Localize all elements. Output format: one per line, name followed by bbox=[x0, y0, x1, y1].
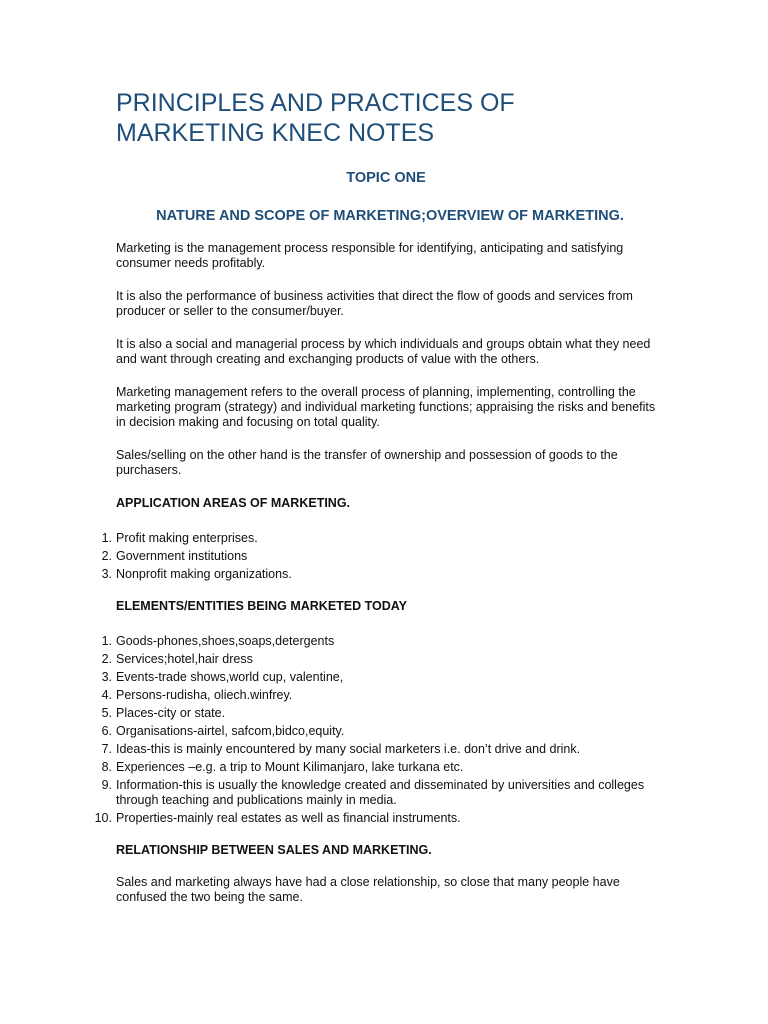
application-areas-list bbox=[101, 531, 656, 582]
list-item-text: Ideas-this is mainly encountered by many social marketers i.e. don’t drive and drink. bbox=[116, 742, 581, 756]
list-number: 4. bbox=[101, 688, 112, 702]
list-item-text: Persons-rudisha, oliech.winfrey. bbox=[116, 688, 293, 702]
list-item-text: Experiences –e.g. a trip to Mount Kilimanjaro, lake turkana etc. bbox=[116, 760, 464, 774]
list-item bbox=[101, 760, 656, 775]
list-number: 9. bbox=[101, 778, 112, 792]
list-item bbox=[101, 706, 656, 721]
list-item-text: Events-trade shows,world cup, valentine, bbox=[116, 670, 344, 684]
title-line-2: MARKETING KNEC NOTES bbox=[116, 119, 435, 147]
paragraph-marketing-management: Marketing management refers to the overall process of planning, implementing, controlling the marketing program (strategy) and individual marketing functions; appraising the risks and benefits in decision making and focusing on total quality. bbox=[116, 385, 656, 429]
list-number: 2. bbox=[101, 652, 112, 666]
list-item bbox=[101, 688, 656, 703]
topic-heading: TOPIC ONE bbox=[346, 170, 426, 186]
list-number: 3. bbox=[101, 670, 112, 684]
list-number: 3. bbox=[101, 567, 112, 581]
list-number: 8. bbox=[101, 760, 112, 774]
section-relationship-heading: RELATIONSHIP BETWEEN SALES AND MARKETING. bbox=[116, 843, 432, 857]
paragraph-performance: It is also the performance of business activities that direct the flow of goods and services from producer or seller to the consumer/buyer. bbox=[116, 289, 633, 318]
list-item-text: Places-city or state. bbox=[116, 706, 226, 720]
list-item-text: Services;hotel,hair dress bbox=[116, 652, 253, 666]
list-number: 6. bbox=[101, 724, 112, 738]
section-elements-heading: ELEMENTS/ENTITIES BEING MARKETED TODAY bbox=[116, 599, 408, 613]
title-line-1: PRINCIPLES AND PRACTICES OF bbox=[116, 89, 515, 117]
list-item bbox=[101, 531, 656, 546]
list-item bbox=[101, 549, 656, 564]
list-item-text: Profit making enterprises. bbox=[116, 531, 258, 545]
list-number: 2. bbox=[101, 549, 112, 563]
list-number: 5. bbox=[101, 706, 112, 720]
list-number: 10. bbox=[94, 811, 112, 825]
list-item bbox=[94, 811, 656, 826]
list-item bbox=[101, 724, 656, 739]
document-title bbox=[116, 88, 656, 148]
list-item bbox=[101, 652, 656, 667]
list-item-text: Organisations-airtel, safcom,bidco,equity. bbox=[116, 724, 345, 738]
list-item-text: Government institutions bbox=[116, 549, 248, 563]
paragraph-definition: Marketing is the management process responsible for identifying, anticipating and satisfying consumer needs profitably. bbox=[116, 241, 624, 270]
list-item-text: Properties-mainly real estates as well as financial instruments. bbox=[116, 811, 461, 825]
list-number: 7. bbox=[101, 742, 112, 756]
paragraph-selling: Sales/selling on the other hand is the transfer of ownership and possession of goods to the purchasers. bbox=[116, 448, 618, 477]
paragraph-relationship: Sales and marketing always have had a close relationship, so close that many people have confused the two being the same. bbox=[116, 875, 620, 904]
list-number: 1. bbox=[101, 531, 112, 545]
list-item bbox=[101, 567, 656, 582]
document-page bbox=[94, 88, 656, 905]
list-item bbox=[101, 634, 656, 649]
subtopic-heading: NATURE AND SCOPE OF MARKETING;OVERVIEW OF MARKETING. bbox=[156, 208, 624, 224]
section-application-areas-heading: APPLICATION AREAS OF MARKETING. bbox=[116, 496, 351, 510]
paragraph-social-process: It is also a social and managerial process by which individuals and groups obtain what they need and want through creating and exchanging products of value with the others. bbox=[116, 337, 651, 366]
elements-list bbox=[94, 634, 656, 826]
list-item-text: Information-this is usually the knowledge created and disseminated by universities and colleges through teaching and publications mainly in media. bbox=[116, 778, 645, 807]
list-item-text: Goods-phones,shoes,soaps,detergents bbox=[116, 634, 335, 648]
list-item bbox=[101, 670, 656, 685]
list-item bbox=[101, 742, 656, 757]
list-number: 1. bbox=[101, 634, 112, 648]
list-item-text: Nonprofit making organizations. bbox=[116, 567, 292, 581]
list-item bbox=[101, 778, 656, 808]
